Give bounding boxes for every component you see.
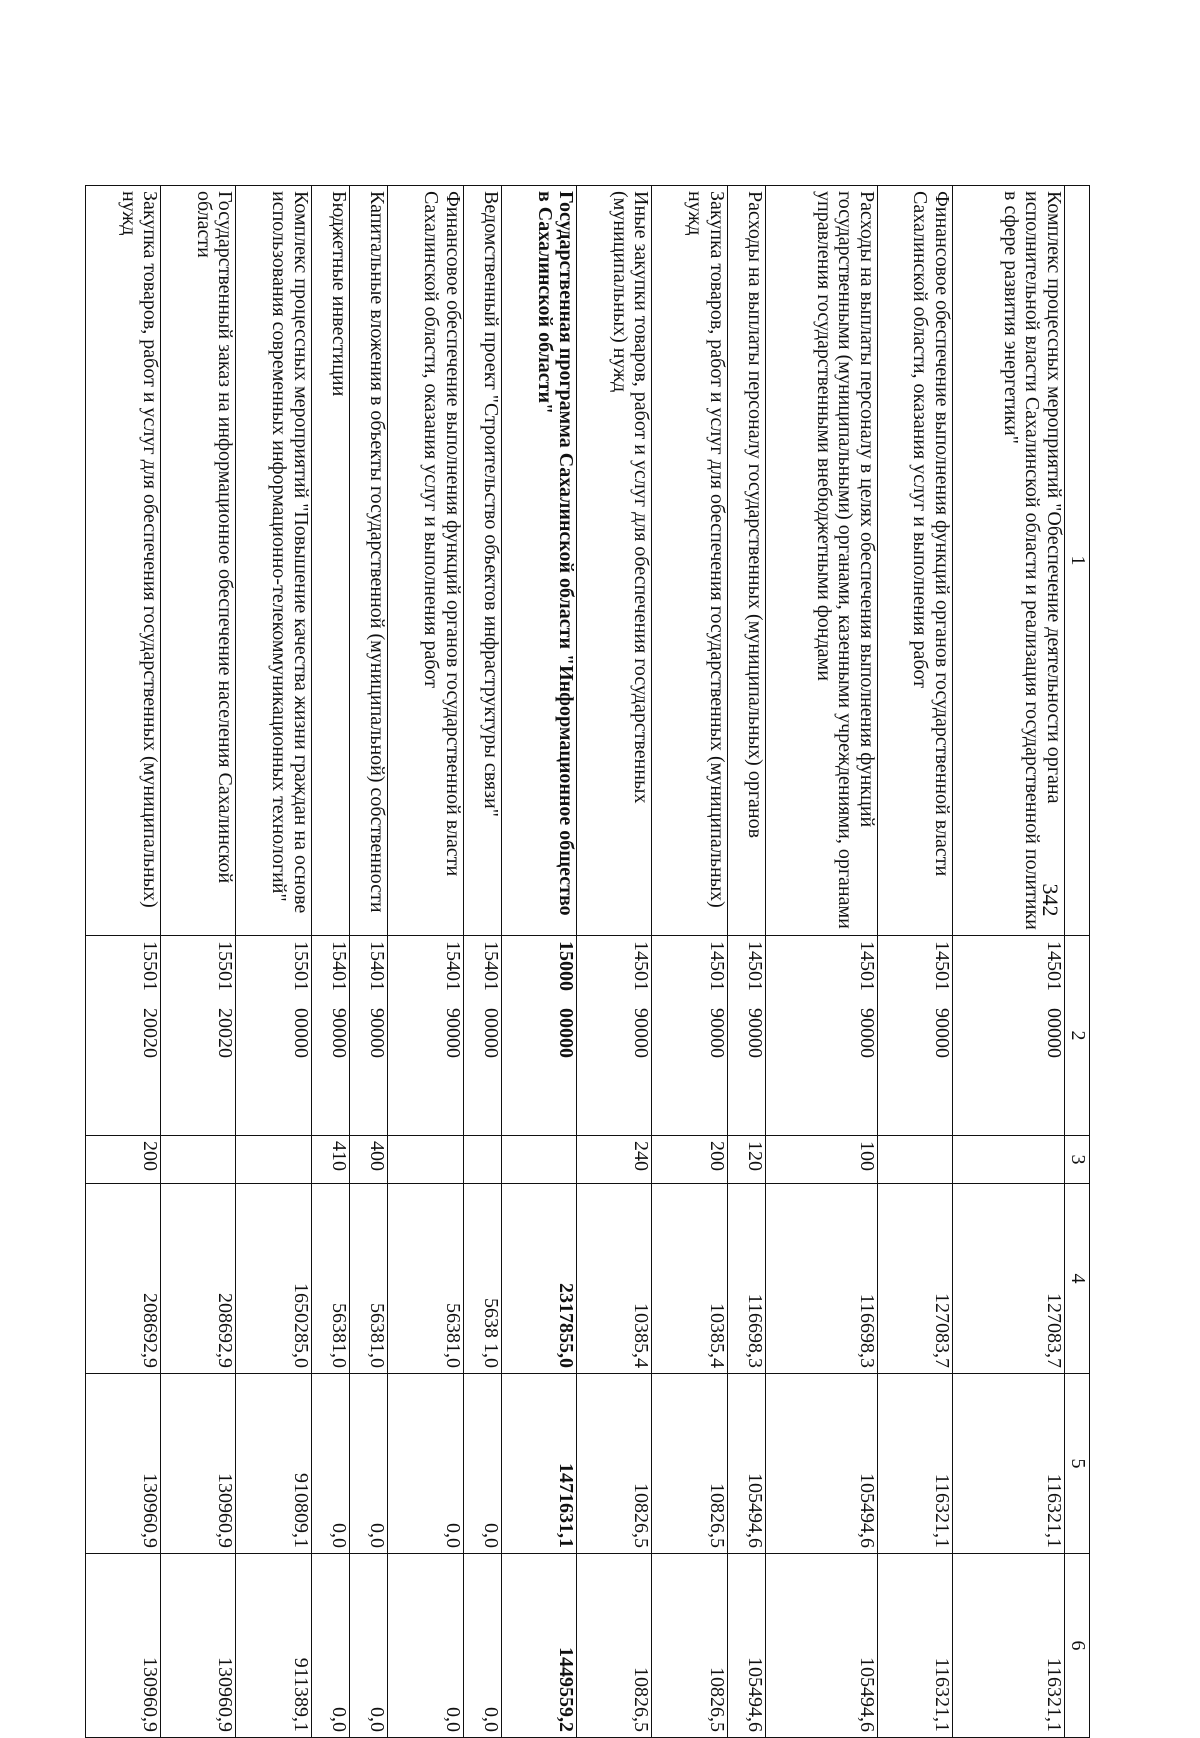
row-code: 15401 90000 [388,936,463,1136]
row-expense-type: 200 [652,1136,727,1184]
row-name: Финансовое обеспечение выполнения функций органов государственной власти Сахалинской области, оказания услуг и выполнения работ [877,186,952,936]
row-value-col5: 10826,5 [577,1374,652,1554]
table-row [350,186,388,1738]
row-name: Капитальные вложения в объекты государственной (муниципальной) собственности [350,186,388,936]
row-value-col5: 910809,1 [236,1374,311,1554]
table-row [311,186,349,1738]
row-value-col4: 5638 1,0 [463,1184,501,1374]
row-code: 15501 20020 [86,936,161,1136]
row-value-col6: 116321,1 [877,1554,952,1738]
row-value-col6: 130960,9 [161,1554,236,1738]
column-header: 5 [1065,1374,1090,1554]
row-name: Закупка товаров, работ и услуг для обеспечения государственных (муниципальных) нужд [652,186,727,936]
row-name: Закупка товаров, работ и услуг для обеспечения государственных (муниципальных) нужд [86,186,161,936]
row-code: 15501 20020 [161,936,236,1136]
table-row [463,186,501,1738]
row-code: 14501 00000 [953,936,1065,1136]
row-expense-type [877,1136,952,1184]
row-name: Комплекс процессных мероприятий "Повышение качества жизни граждан на основе использования современных информационно-телекоммуникационных технологий" [236,186,311,936]
row-value-col4: 127083,7 [877,1184,952,1374]
row-value-col6: 1449559,2 [502,1554,577,1738]
row-value-col4: 2317855,0 [502,1184,577,1374]
row-value-col5: 10826,5 [652,1374,727,1554]
row-value-col5: 130960,9 [161,1374,236,1554]
row-value-col5: 105494,6 [727,1374,765,1554]
column-header: 4 [1065,1184,1090,1374]
row-value-col5: 130960,9 [86,1374,161,1554]
row-value-col5: 1471631,1 [502,1374,577,1554]
row-value-col6: 10826,5 [577,1554,652,1738]
table-header-row [1065,186,1090,1738]
row-value-col6: 911389,1 [236,1554,311,1738]
row-name: Финансовое обеспечение выполнения функций органов государственной власти Сахалинской области, оказания услуг и выполнения работ [388,186,463,936]
row-expense-type: 240 [577,1136,652,1184]
budget-table [85,185,1090,1738]
table-row [577,186,652,1738]
row-name: Иные закупки товаров, работ и услуг для обеспечения государственных (муниципальных) нужд [577,186,652,936]
row-value-col4: 127083,7 [953,1184,1065,1374]
row-name: Расходы на выплаты персоналу в целях обеспечения выполнения функций государственными (муниципальными) органами, казенными учреждениями, органами управления государственными внебюджетными фондами [766,186,878,936]
row-expense-type [388,1136,463,1184]
column-header: 2 [1065,936,1090,1136]
row-name: Государственная программа Сахалинской области "Информационное общество в Сахалинской области" [502,186,577,936]
row-value-col6: 0,0 [463,1554,501,1738]
row-value-col5: 0,0 [388,1374,463,1554]
row-code: 14501 90000 [766,936,878,1136]
row-value-col6: 0,0 [388,1554,463,1738]
table-row [236,186,311,1738]
row-value-col6: 105494,6 [727,1554,765,1738]
row-expense-type: 400 [350,1136,388,1184]
row-value-col4: 1650285,0 [236,1184,311,1374]
row-name: Бюджетные инвестиции [311,186,349,936]
row-value-col6: 116321,1 [953,1554,1065,1738]
row-value-col6: 10826,5 [652,1554,727,1738]
row-code: 14501 90000 [577,936,652,1136]
rotated-table-container [85,185,1090,1737]
row-name: Расходы на выплаты персоналу государственных (муниципальных) органов [727,186,765,936]
row-value-col5: 116321,1 [877,1374,952,1554]
table-row [877,186,952,1738]
row-expense-type [502,1136,577,1184]
row-code: 14501 90000 [877,936,952,1136]
row-expense-type: 200 [86,1136,161,1184]
table-row [388,186,463,1738]
row-expense-type: 410 [311,1136,349,1184]
table-row [953,186,1065,1738]
row-name: Комплекс процессных мероприятий "Обеспечение деятельности органа исполнительной власти Сахалинской области и реализация государственной политики в сфере развития энергетики" [953,186,1065,936]
table-row [727,186,765,1738]
table-row [86,186,161,1738]
row-value-col5: 0,0 [463,1374,501,1554]
row-value-col6: 105494,6 [766,1554,878,1738]
row-value-col5: 105494,6 [766,1374,878,1554]
row-value-col4: 10385,4 [652,1184,727,1374]
row-expense-type [236,1136,311,1184]
row-expense-type [463,1136,501,1184]
row-code: 14501 90000 [652,936,727,1136]
row-value-col4: 10385,4 [577,1184,652,1374]
row-value-col4: 116698,3 [766,1184,878,1374]
row-expense-type: 120 [727,1136,765,1184]
row-value-col4: 208692,9 [86,1184,161,1374]
row-code: 15401 90000 [350,936,388,1136]
row-value-col5: 0,0 [311,1374,349,1554]
row-expense-type [161,1136,236,1184]
row-value-col4: 208692,9 [161,1184,236,1374]
row-value-col4: 116698,3 [727,1184,765,1374]
row-expense-type: 100 [766,1136,878,1184]
row-value-col5: 0,0 [350,1374,388,1554]
table-row [766,186,878,1738]
row-code: 15501 00000 [236,936,311,1136]
column-header: 1 [1065,186,1090,936]
row-value-col4: 56381,0 [388,1184,463,1374]
row-name: Ведомственный проект "Строительство объектов инфраструктуры связи" [463,186,501,936]
row-value-col5: 116321,1 [953,1374,1065,1554]
row-value-col4: 56381,0 [350,1184,388,1374]
row-value-col4: 56381,0 [311,1184,349,1374]
row-value-col6: 0,0 [311,1554,349,1738]
row-value-col6: 130960,9 [86,1554,161,1738]
page-number: 342 [1038,883,1063,917]
column-header: 6 [1065,1554,1090,1738]
table-row [502,186,577,1738]
table-row [161,186,236,1738]
table-row [652,186,727,1738]
row-name: Государственный заказ на информационное обеспечение населения Сахалинской области [161,186,236,936]
row-code: 15401 00000 [463,936,501,1136]
row-code: 15401 90000 [311,936,349,1136]
row-code: 14501 90000 [727,936,765,1136]
row-expense-type [953,1136,1065,1184]
row-code: 15000 00000 [502,936,577,1136]
row-value-col6: 0,0 [350,1554,388,1738]
column-header: 3 [1065,1136,1090,1184]
